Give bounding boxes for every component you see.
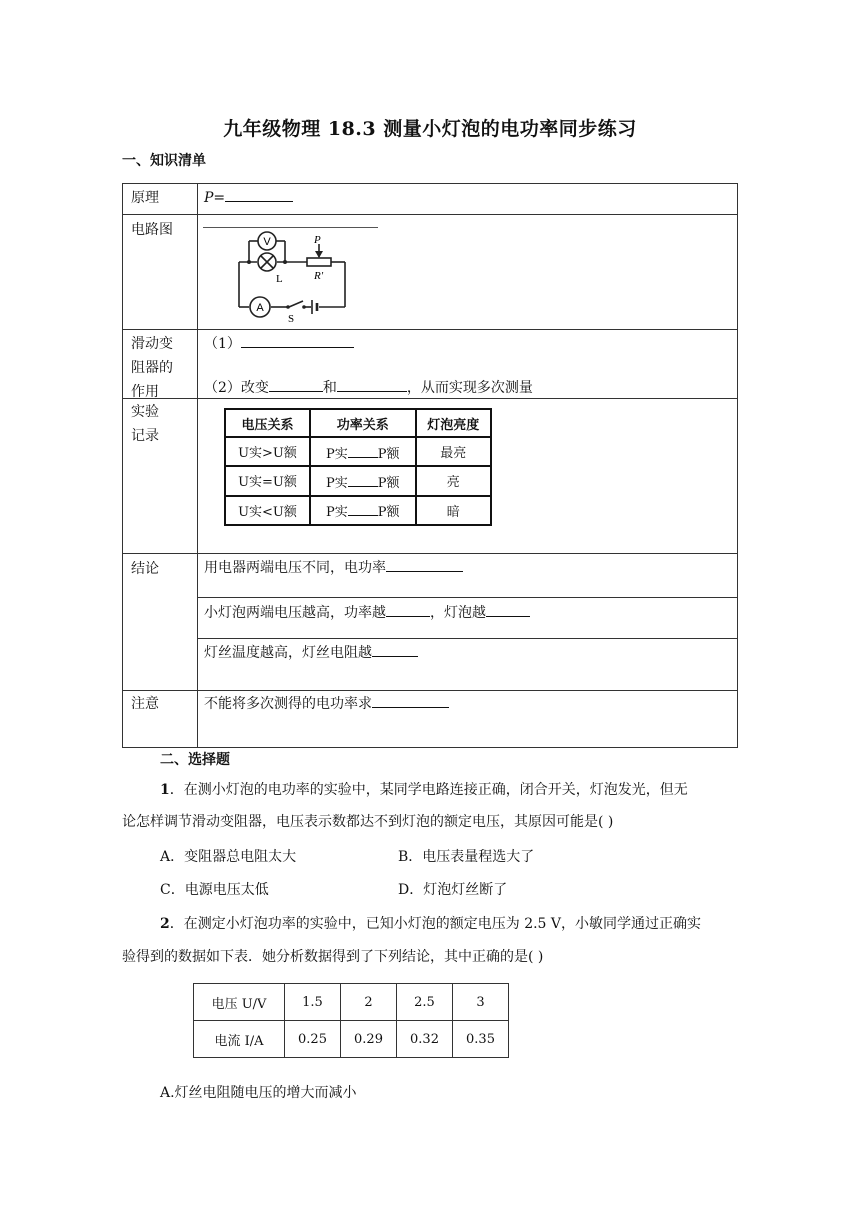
q1-option-b: B．电压表量程选大了	[398, 849, 535, 865]
exp-voltage-cell: U实=U额	[225, 466, 310, 495]
q2-stem-line1: 2．在测定小灯泡功率的实验中，已知小灯泡的额定电压为 2.5 V，小敏同学通过正确实	[160, 916, 702, 932]
exp-row	[225, 437, 491, 466]
exp-header: 功率关系	[310, 409, 416, 437]
q2-cell: 2	[341, 984, 397, 1021]
row-label-circuit: 电路图	[131, 222, 173, 238]
row-label-notice: 注意	[131, 696, 159, 712]
rheostat-item-1: （1）	[204, 332, 354, 356]
principle-formula: P=	[204, 186, 293, 210]
lamp-label: L	[276, 273, 283, 285]
exp-row	[225, 496, 491, 525]
q2-data-table	[193, 983, 509, 1058]
conclusion-3: 灯丝温度越高，灯丝电阻越	[204, 641, 418, 665]
voltmeter-symbol: V	[263, 236, 271, 248]
section-heading-choice: 二、选择题	[160, 752, 230, 768]
exp-power-cell: P实 P额	[310, 466, 416, 495]
exp-power-cell: P实 P额	[310, 437, 416, 466]
experiment-record-table	[224, 408, 492, 526]
exp-power-cell: P实 P额	[310, 496, 416, 525]
circuit-diagram	[225, 229, 355, 324]
q1-stem-line1: 1．在测小灯泡的电功率的实验中，某同学电路连接正确，闭合开关，灯泡发光，但无	[160, 782, 688, 798]
row-label-principle: 原理	[131, 190, 159, 206]
resistor-label: R'	[314, 270, 324, 282]
notice-text: 不能将多次测得的电功率求	[204, 692, 449, 716]
row-label-conclusion: 结论	[131, 561, 159, 577]
slider-label: P	[314, 234, 321, 246]
exp-brightness-cell: 暗	[416, 496, 492, 525]
q2-cell: 0.32	[397, 1021, 453, 1058]
conclusion-2: 小灯泡两端电压越高，功率越 ，灯泡越	[204, 601, 530, 625]
q1-option-c: C．电源电压太低	[160, 882, 269, 898]
exp-row	[225, 466, 491, 495]
q2-cell: 1.5	[285, 984, 341, 1021]
q2-cell: 3	[453, 984, 509, 1021]
exp-header: 电压关系	[225, 409, 310, 437]
exp-voltage-cell: U实<U额	[225, 496, 310, 525]
q2-cell: 电压 U/V	[194, 984, 285, 1021]
q1-stem-line2: 论怎样调节滑动变阻器，电压表示数都达不到灯泡的额定电压，其原因可能是( )	[122, 814, 614, 830]
section-heading-knowledge: 一、知识清单	[122, 153, 206, 169]
q2-cell: 0.35	[453, 1021, 509, 1058]
q2-cell: 电流 I/A	[194, 1021, 285, 1058]
q2-cell: 0.29	[341, 1021, 397, 1058]
q2-cell: 2.5	[397, 984, 453, 1021]
q2-stem-line2: 验得到的数据如下表．她分析数据得到了下列结论，其中正确的是( )	[122, 949, 544, 965]
q1-option-a: A．变阻器总电阻太大	[160, 849, 297, 865]
q1-option-d: D．灯泡灯丝断了	[398, 882, 508, 898]
rheostat-item-2: （2）改变 和 ，从而实现多次测量	[204, 376, 533, 400]
exp-header: 灯泡亮度	[416, 409, 492, 437]
q2-voltage-row	[194, 984, 509, 1021]
switch-label: S	[288, 313, 295, 324]
exp-voltage-cell: U实>U额	[225, 437, 310, 466]
q2-option-a: A.灯丝电阻随电压的增大而减小	[160, 1085, 357, 1101]
page-title: 九年级物理 18.3 测量小灯泡的电功率同步练习	[223, 118, 637, 140]
row-label-record: 实验 记录	[131, 404, 159, 444]
row-label-rheostat: 滑动变 阻器的 作用	[131, 336, 173, 400]
exp-brightness-cell: 最亮	[416, 437, 492, 466]
exp-brightness-cell: 亮	[416, 466, 492, 495]
ammeter-symbol: A	[256, 302, 264, 314]
conclusion-1: 用电器两端电压不同，电功率	[204, 556, 463, 580]
q2-current-row	[194, 1021, 509, 1058]
q2-cell: 0.25	[285, 1021, 341, 1058]
